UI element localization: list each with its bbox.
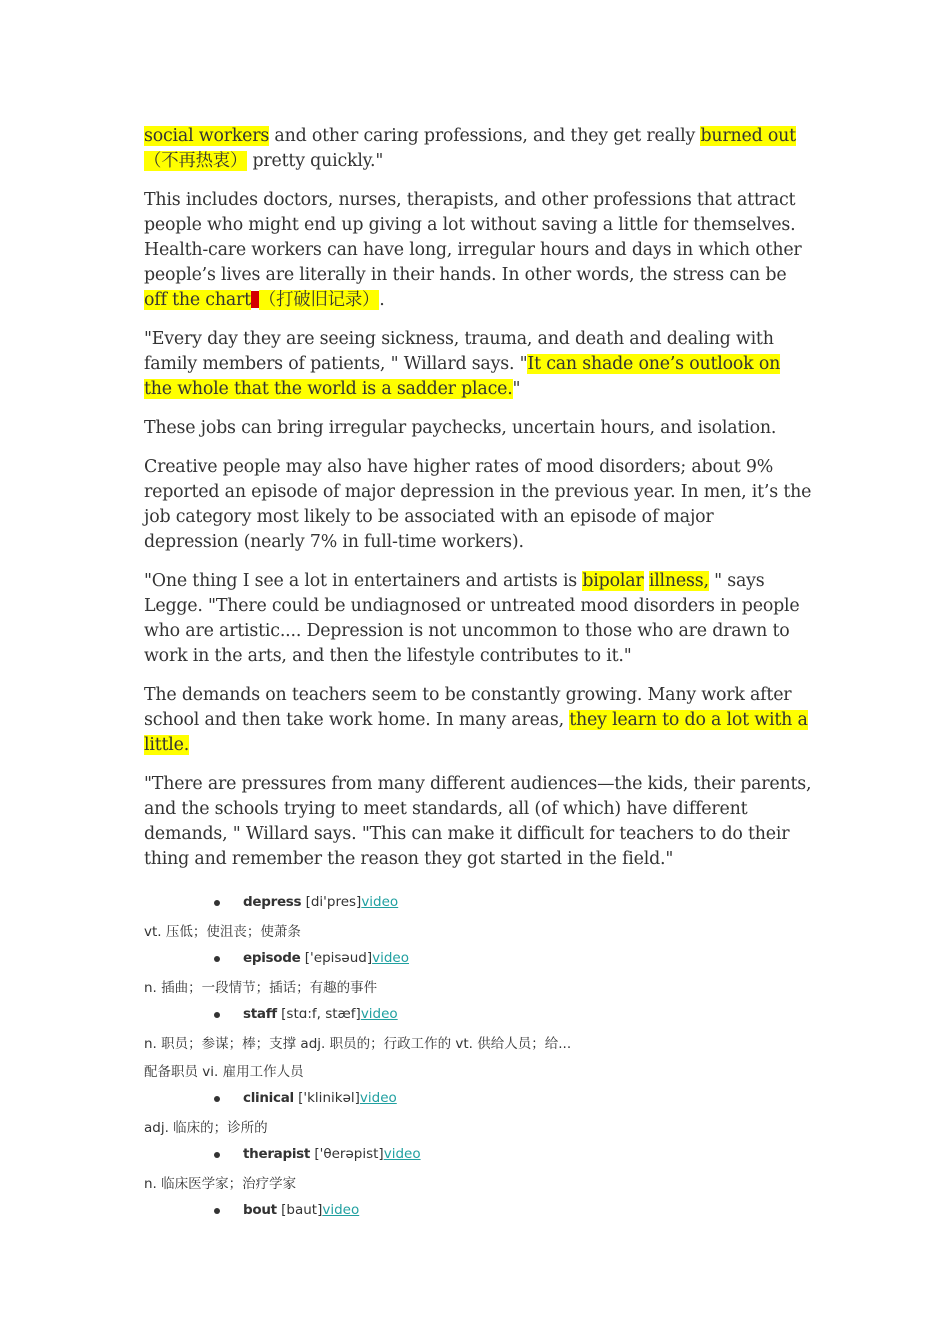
vocab-item bbox=[144, 1200, 812, 1220]
vocab-item bbox=[144, 1144, 812, 1164]
vocab-word: depress bbox=[243, 894, 302, 910]
article-paragraph bbox=[144, 455, 812, 555]
paragraph-text: "Every day they are seeing sickness, trauma, and death and dealing with family members of patients, " Willard says. " bbox=[144, 329, 774, 374]
highlighted-phrase: bipolar bbox=[582, 571, 644, 591]
vocabulary-list bbox=[144, 892, 812, 1220]
paragraph-text: and other caring professions, and they get really bbox=[269, 126, 701, 146]
vocab-phonetic: ['episəud] bbox=[304, 950, 373, 966]
bullet-icon bbox=[214, 900, 220, 906]
paragraph-text: " says Legge. "There could be undiagnosed or untreated mood disorders in people who are artistic.... Depression is not uncommon to those who are drawn to work in the arts, and then the lifestyle contributes to it." bbox=[144, 571, 800, 666]
highlighted-phrase: they learn to do a lot with a little. bbox=[144, 710, 808, 755]
article-paragraph bbox=[144, 327, 812, 402]
video-link[interactable]: video bbox=[383, 1146, 421, 1162]
vocab-definition: n. 职员；参谋；棒；支撑 adj. 职员的；行政工作的 vt. 供给人员；给... bbox=[144, 1036, 572, 1052]
paragraph-text: The demands on teachers seem to be constantly growing. Many work after school and then take work home. In many areas, bbox=[144, 685, 792, 730]
highlighted-phrase: illness, bbox=[648, 571, 709, 591]
article-paragraph bbox=[144, 188, 812, 313]
vocab-word: therapist bbox=[243, 1146, 311, 1162]
vocab-phonetic: ['klinikəl] bbox=[298, 1090, 360, 1106]
vocab-phonetic: [baut] bbox=[281, 1202, 323, 1218]
vocab-word: staff bbox=[243, 1006, 277, 1022]
vocab-phonetic: ['θerəpist] bbox=[314, 1146, 384, 1162]
cursor-marker bbox=[251, 291, 259, 308]
article-paragraph bbox=[144, 772, 812, 872]
bullet-icon bbox=[214, 956, 220, 962]
vocab-item bbox=[144, 1004, 812, 1024]
highlighted-phrase: off the chart bbox=[144, 290, 251, 310]
vocab-phonetic: [stɑ:f, stæf] bbox=[281, 1006, 361, 1022]
vocab-item bbox=[144, 892, 812, 912]
paragraph-text: . bbox=[379, 290, 385, 310]
vocab-item bbox=[144, 948, 812, 968]
vocab-definition: 配备职员 vi. 雇用工作人员 bbox=[144, 1064, 304, 1080]
vocab-word: clinical bbox=[243, 1090, 294, 1106]
vocab-phonetic: [di'pres] bbox=[305, 894, 362, 910]
vocab-definition: adj. 临床的；诊所的 bbox=[144, 1120, 268, 1136]
paragraph-text: This includes doctors, nurses, therapists, and other professions that attract people who might end up giving a lot without saving a little for themselves. Health-care workers can have long, irregular hours and days in which other people’s lives are literally in their hands. In other words, the stress can be bbox=[144, 190, 802, 285]
paragraph-text: "There are pressures from many different audiences—the kids, their parents, and the schools trying to meet standards, all (of which) have different demands, " Willard says. "This can make it difficult for teachers to do their thing and remember the reason they got started in the field." bbox=[144, 774, 812, 869]
bullet-icon bbox=[214, 1096, 220, 1102]
vocab-definition: n. 临床医学家；治疗学家 bbox=[144, 1176, 297, 1192]
article-paragraph bbox=[144, 416, 812, 441]
paragraph-text: Creative people may also have higher rates of mood disorders; about 9% reported an episode of major depression in the previous year. In men, it’s the job category most likely to be associated with an episode of major depression (nearly 7% in full-time workers). bbox=[144, 457, 812, 552]
highlighted-phrase: It can shade one’s outlook on the whole that the world is a sadder place. bbox=[144, 354, 781, 399]
paragraph-text: pretty quickly." bbox=[247, 151, 384, 171]
video-link[interactable]: video bbox=[359, 1090, 397, 1106]
vocab-definition: n. 插曲；一段情节；插话；有趣的事件 bbox=[144, 980, 378, 996]
vocab-word: episode bbox=[243, 950, 301, 966]
article-paragraph bbox=[144, 569, 812, 669]
document-page bbox=[144, 124, 812, 1228]
bullet-icon bbox=[214, 1012, 220, 1018]
video-link[interactable]: video bbox=[372, 950, 409, 966]
vocab-item bbox=[144, 1088, 812, 1108]
vocab-definition: vt. 压低；使沮丧；使萧条 bbox=[144, 924, 301, 940]
vocab-word: bout bbox=[243, 1202, 277, 1218]
bullet-icon bbox=[214, 1152, 220, 1158]
highlighted-phrase: burned out（不再热衷） bbox=[144, 126, 796, 171]
paragraph-text: " bbox=[512, 379, 521, 399]
highlighted-phrase: （打破旧记录） bbox=[258, 290, 380, 310]
article-paragraph bbox=[144, 124, 812, 174]
video-link[interactable]: video bbox=[360, 1006, 398, 1022]
article-paragraph bbox=[144, 683, 812, 758]
video-link[interactable]: video bbox=[361, 894, 399, 910]
paragraph-text: "One thing I see a lot in entertainers and artists is bbox=[144, 571, 583, 591]
video-link[interactable]: video bbox=[322, 1202, 360, 1218]
paragraph-text: These jobs can bring irregular paychecks, uncertain hours, and isolation. bbox=[144, 418, 777, 438]
article-body bbox=[144, 124, 812, 872]
highlighted-phrase: social workers bbox=[144, 126, 270, 146]
bullet-icon bbox=[214, 1208, 220, 1214]
